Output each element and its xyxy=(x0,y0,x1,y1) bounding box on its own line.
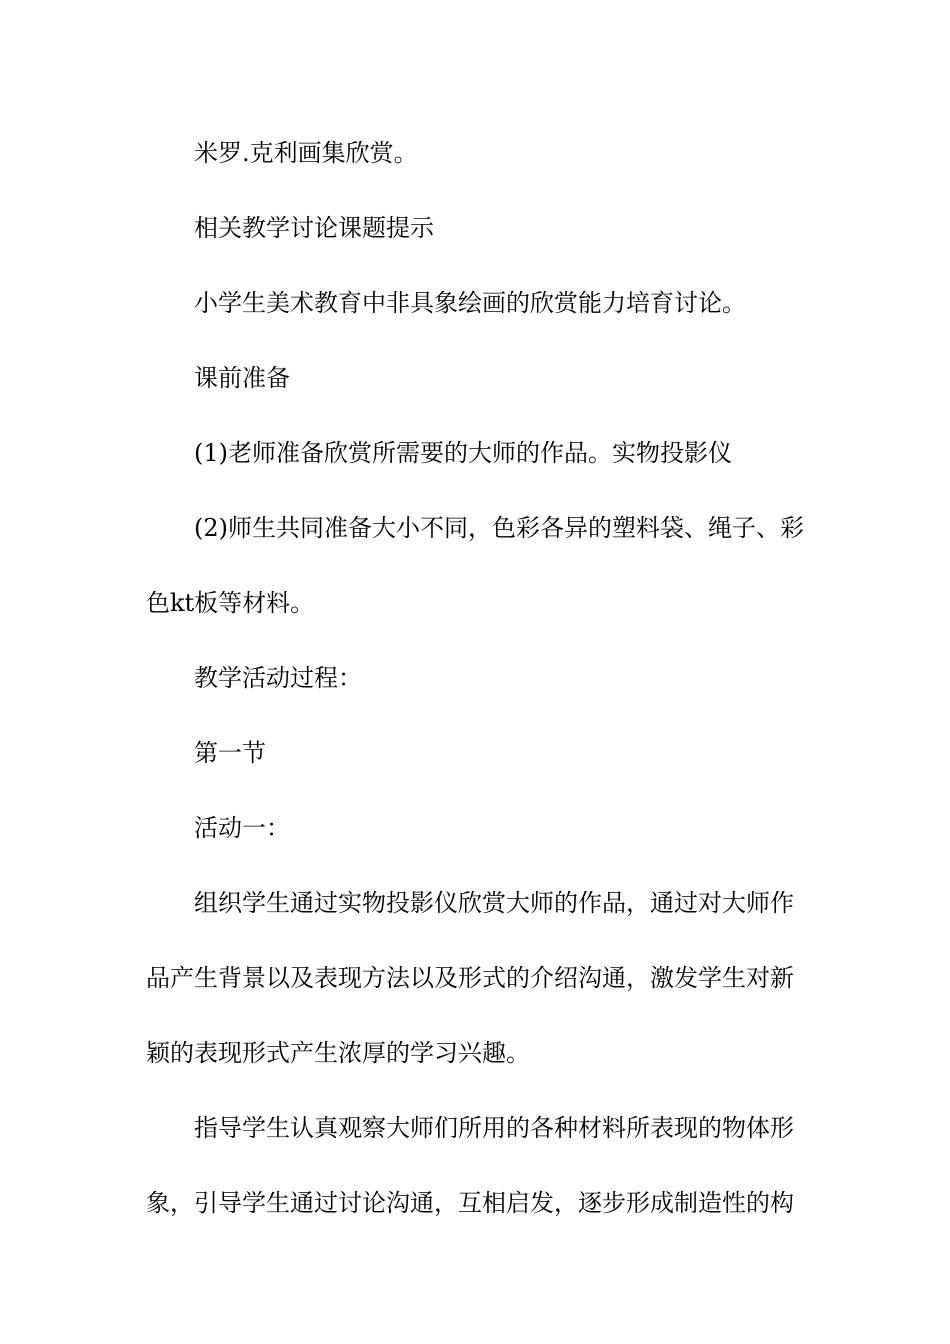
paragraph-process-heading: 教学活动过程： xyxy=(194,664,362,692)
paragraph-discussion-topic: 小学生美术教育中非具象绘画的欣赏能力培育讨论。 xyxy=(194,289,746,317)
paragraph-preparation-item-2: (2)师生共同准备大小不同，色彩各异的塑料袋、绳子、彩色kt板等材料。 xyxy=(146,514,804,617)
paragraph-section-one: 第一节 xyxy=(194,739,266,767)
paragraph-guidance: 指导学生认真观察大师们所用的各种材料所表现的物体形象，引导学生通过讨论沟通，互相启发，逐步形成制造性的构 xyxy=(146,1114,794,1217)
paragraph-preparation-item-1: (1)老师准备欣赏所需要的大师的作品。实物投影仪 xyxy=(194,439,732,467)
paragraph-preparation-heading: 课前准备 xyxy=(194,364,290,392)
paragraph-activity-description: 组织学生通过实物投影仪欣赏大师的作品，通过对大师作品产生背景以及表现方法以及形式的介绍沟通，激发学生对新颖的表现形式产生浓厚的学习兴趣。 xyxy=(146,889,794,1067)
paragraph-artwork-appreciation: 米罗.克利画集欣赏。 xyxy=(194,139,418,167)
paragraph-activity-one: 活动一： xyxy=(194,814,290,842)
paragraph-discussion-topic-heading: 相关教学讨论课题提示 xyxy=(194,214,434,242)
